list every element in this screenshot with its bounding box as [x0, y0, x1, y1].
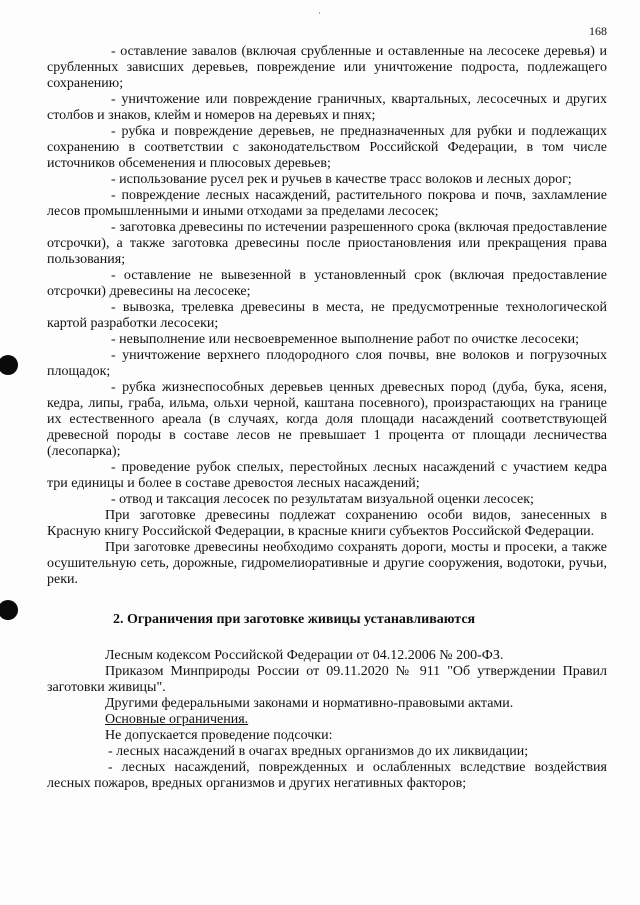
list-item: - оставление не вывезенной в установленный срок (включая предоставление отсрочки) древесины на лесосеке;	[47, 268, 607, 299]
list-item: - лесных насаждений, поврежденных и ослабленных вследствие воздействия лесных пожаров, вредных организмов и других негативных факторов;	[47, 760, 607, 791]
law-line: Приказом Минприроды России от 09.11.2020 № 911 "Об утверждении Правил заготовки живицы".	[47, 664, 607, 695]
list-item: - уничтожение или повреждение граничных, квартальных, лесосечных и других столбов и знаков, клейм и номеров на деревьях и пнях;	[47, 92, 607, 123]
law-line: Другими федеральными законами и нормативно-правовыми актами.	[105, 696, 514, 711]
list-item: - невыполнение или несвоевременное выполнение работ по очистке лесосеки;	[111, 332, 580, 347]
list-item: - лесных насаждений в очагах вредных организмов до их ликвидации;	[108, 744, 529, 759]
section-heading: 2. Ограничения при заготовке живицы устанавливаются	[113, 612, 476, 627]
paragraph-red-book: При заготовке древесины подлежат сохранению особи видов, занесенных в Красную книгу Российской Федерации, в красные книги субъектов Российской Федерации.	[47, 508, 607, 539]
document-body	[47, 44, 607, 792]
list-item: - вывозка, трелевка древесины в места, не предусмотренные технологической картой разработки лесосеки;	[47, 300, 607, 331]
list-item: - использование русел рек и ручьев в качестве трасс волоков и лесных дорог;	[111, 172, 572, 187]
list-item: - оставление завалов (включая срубленные и оставленные на лесосеке деревья) и срубленных зависших деревьев, повреждение или уничтожение подроста, подлежащего сохранению;	[47, 44, 607, 91]
list-item: - проведение рубок спелых, перестойных лесных насаждений с участием кедра три единицы и более в составе древостоя лесных насаждений;	[47, 460, 607, 491]
law-line: Лесным кодексом Российской Федерации от 04.12.2006 № 200-ФЗ.	[105, 648, 504, 663]
page-number: 168	[589, 24, 607, 38]
list-item: - рубка и повреждение деревьев, не предназначенных для рубки и подлежащих сохранению в соответствии с законодательством Российской Федерации, в том числе источников обсеменения и плюсовых деревьев;	[47, 124, 607, 171]
paragraph-roads: При заготовке древесины необходимо сохранять дороги, мосты и просеки, а также осушительную сеть, дорожные, гидромелиоративные и другие сооружения, водотоки, ручьи, реки.	[47, 540, 607, 587]
list-item: - заготовка древесины по истечении разрешенного срока (включая предоставление отсрочки), а также заготовка древесины после приостановления или прекращения права пользования;	[47, 220, 607, 267]
binder-hole-icon	[0, 600, 18, 620]
main-restrictions-text: Основные ограничения.	[105, 712, 249, 727]
not-allowed-label: Не допускается проведение подсочки:	[105, 728, 333, 743]
list-item: - рубка жизнеспособных деревьев ценных древесных пород (дуба, бука, ясеня, кедра, липы, граба, ильма, ольхи черной, каштана посевного), произрастающих на границе их естественного ареала (в случаях, когда доля площади насаждений соответствующей древесной породы в составе лесов не превышает 1 процента от площади лесничества (лесопарка);	[47, 380, 607, 459]
main-restrictions-label	[47, 712, 607, 728]
list-item: - повреждение лесных насаждений, растительного покрова и почв, захламление лесов промышленными и иными отходами за пределами лесосек;	[47, 188, 607, 219]
scan-mark: ·	[318, 8, 321, 18]
list-item: - уничтожение верхнего плодородного слоя почвы, вне волоков и погрузочных площадок;	[47, 348, 607, 379]
binder-hole-icon	[0, 355, 18, 375]
list-item: - отвод и таксация лесосек по результатам визуальной оценки лесосек;	[111, 492, 534, 507]
